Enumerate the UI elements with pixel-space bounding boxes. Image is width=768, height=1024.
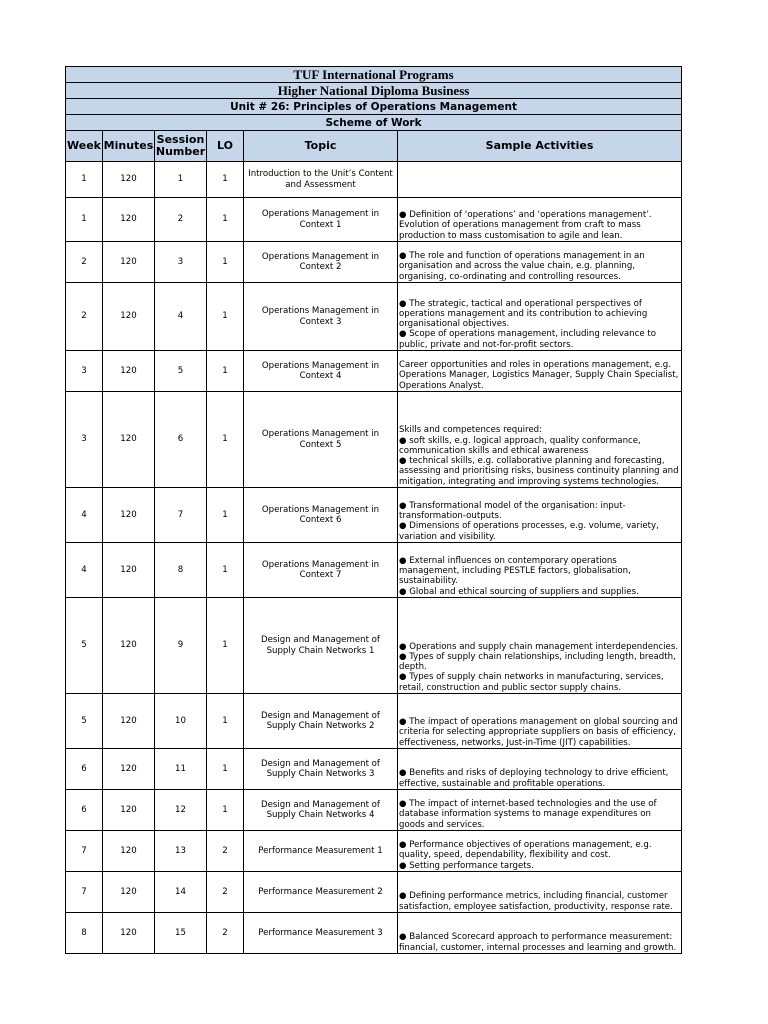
- table-row: [66, 913, 682, 954]
- minutes-cell: 120: [103, 749, 155, 790]
- session-number-cell: 14: [155, 872, 207, 913]
- topic-cell: Design and Management of Supply Chain Networks 1: [244, 598, 398, 694]
- week-cell: 1: [66, 198, 103, 242]
- lo-cell: 1: [207, 598, 244, 694]
- session-number-cell: 5: [155, 351, 207, 392]
- week-cell: 4: [66, 488, 103, 543]
- table-row: [66, 392, 682, 488]
- session-number-cell: 10: [155, 694, 207, 749]
- column-header-sample-activities: Sample Activities: [398, 131, 682, 162]
- session-number-cell: 12: [155, 790, 207, 831]
- week-cell: 6: [66, 749, 103, 790]
- lo-cell: 1: [207, 694, 244, 749]
- topic-cell: Design and Management of Supply Chain Networks 3: [244, 749, 398, 790]
- table-row: [66, 872, 682, 913]
- lo-cell: 1: [207, 543, 244, 598]
- table-row: [66, 283, 682, 351]
- column-header-topic: Topic: [244, 131, 398, 162]
- session-number-cell: 2: [155, 198, 207, 242]
- session-number-cell: 4: [155, 283, 207, 351]
- institution-title: TUF International Programs: [66, 67, 682, 83]
- week-cell: 3: [66, 392, 103, 488]
- sample-activities-cell: ● Definition of ‘operations’ and ‘operations management’. Evolution of operations management from craft to mass production to mass customisation to agile and lean.: [398, 198, 682, 242]
- topic-cell: Operations Management in Context 7: [244, 543, 398, 598]
- minutes-cell: 120: [103, 598, 155, 694]
- sample-activities-cell: Skills and competences required: ● soft skills, e.g. logical approach, quality conformance, communication skills and ethical awareness ● technical skills, e.g. collaborative planning and forecasting, assessing and prioritising risks, business continuity planning and mitigation, integrating and improving systems technologies.: [398, 392, 682, 488]
- sample-activities-cell: ● Defining performance metrics, including financial, customer satisfaction, employee satisfaction, productivity, response rate.: [398, 872, 682, 913]
- lo-cell: 2: [207, 913, 244, 954]
- minutes-cell: 120: [103, 162, 155, 198]
- session-number-cell: 13: [155, 831, 207, 872]
- topic-cell: Performance Measurement 1: [244, 831, 398, 872]
- table-row: [66, 790, 682, 831]
- lo-cell: 2: [207, 831, 244, 872]
- topic-cell: Design and Management of Supply Chain Networks 2: [244, 694, 398, 749]
- lo-cell: 1: [207, 749, 244, 790]
- lo-cell: 1: [207, 351, 244, 392]
- minutes-cell: 120: [103, 392, 155, 488]
- sample-activities-cell: ● External influences on contemporary operations management, including PESTLE factors, globalisation, sustainability. ● Global and ethical sourcing of suppliers and supplies.: [398, 543, 682, 598]
- week-cell: 6: [66, 790, 103, 831]
- session-number-cell: 3: [155, 242, 207, 283]
- topic-cell: Operations Management in Context 4: [244, 351, 398, 392]
- topic-cell: Performance Measurement 2: [244, 872, 398, 913]
- minutes-cell: 120: [103, 351, 155, 392]
- column-header-lo: LO: [207, 131, 244, 162]
- sample-activities-cell: [398, 162, 682, 198]
- minutes-cell: 120: [103, 488, 155, 543]
- sample-activities-cell: ● Benefits and risks of deploying technology to drive efficient, effective, sustainable and profitable operations.: [398, 749, 682, 790]
- sample-activities-cell: Career opportunities and roles in operations management, e.g. Operations Manager, Logistics Manager, Supply Chain Specialist, Operations Analyst.: [398, 351, 682, 392]
- session-number-cell: 15: [155, 913, 207, 954]
- table-row: [66, 351, 682, 392]
- table-row: [66, 488, 682, 543]
- session-number-cell: 1: [155, 162, 207, 198]
- lo-cell: 1: [207, 392, 244, 488]
- week-cell: 7: [66, 872, 103, 913]
- table-row: [66, 198, 682, 242]
- scheme-subtitle: Scheme of Work: [66, 115, 682, 131]
- table-row: [66, 162, 682, 198]
- lo-cell: 1: [207, 162, 244, 198]
- column-header-minutes: Minutes: [103, 131, 155, 162]
- unit-title: Unit # 26: Principles of Operations Management: [66, 99, 682, 115]
- minutes-cell: 120: [103, 694, 155, 749]
- column-header-session-number: Session Number: [155, 131, 207, 162]
- topic-cell: Operations Management in Context 2: [244, 242, 398, 283]
- table-row: [66, 749, 682, 790]
- week-cell: 5: [66, 694, 103, 749]
- table-row: [66, 598, 682, 694]
- week-cell: 8: [66, 913, 103, 954]
- column-header-week: Week: [66, 131, 103, 162]
- session-number-cell: 9: [155, 598, 207, 694]
- table-row: [66, 242, 682, 283]
- sample-activities-cell: ● Transformational model of the organisation: input-transformation-outputs. ● Dimensions of operations processes, e.g. volume, variety, variation and visibility.: [398, 488, 682, 543]
- minutes-cell: 120: [103, 198, 155, 242]
- topic-cell: Operations Management in Context 6: [244, 488, 398, 543]
- minutes-cell: 120: [103, 872, 155, 913]
- session-number-cell: 8: [155, 543, 207, 598]
- topic-cell: Introduction to the Unit’s Content and Assessment: [244, 162, 398, 198]
- lo-cell: 1: [207, 488, 244, 543]
- topic-cell: Operations Management in Context 5: [244, 392, 398, 488]
- session-number-cell: 7: [155, 488, 207, 543]
- lo-cell: 1: [207, 242, 244, 283]
- sample-activities-cell: ● Performance objectives of operations management, e.g. quality, speed, dependability, flexibility and cost. ● Setting performance targets.: [398, 831, 682, 872]
- session-number-cell: 6: [155, 392, 207, 488]
- topic-cell: Performance Measurement 3: [244, 913, 398, 954]
- table-row: [66, 543, 682, 598]
- sample-activities-cell: ● Operations and supply chain management interdependencies. ● Types of supply chain relationships, including length, breadth, depth. ● Types of supply chain networks in manufacturing, services, retail, construction and public sector supply chains.: [398, 598, 682, 694]
- table-row: [66, 831, 682, 872]
- topic-cell: Operations Management in Context 1: [244, 198, 398, 242]
- minutes-cell: 120: [103, 543, 155, 598]
- week-cell: 2: [66, 283, 103, 351]
- session-number-cell: 11: [155, 749, 207, 790]
- week-cell: 3: [66, 351, 103, 392]
- sample-activities-cell: ● The strategic, tactical and operational perspectives of operations management and its contribution to achieving organisational objectives. ● Scope of operations management, including relevance to public, private and not-for-profit sectors.: [398, 283, 682, 351]
- week-cell: 7: [66, 831, 103, 872]
- lo-cell: 1: [207, 198, 244, 242]
- topic-cell: Design and Management of Supply Chain Networks 4: [244, 790, 398, 831]
- minutes-cell: 120: [103, 242, 155, 283]
- week-cell: 1: [66, 162, 103, 198]
- lo-cell: 1: [207, 283, 244, 351]
- program-title: Higher National Diploma Business: [66, 83, 682, 99]
- week-cell: 5: [66, 598, 103, 694]
- week-cell: 2: [66, 242, 103, 283]
- minutes-cell: 120: [103, 790, 155, 831]
- sample-activities-cell: ● The impact of operations management on global sourcing and criteria for selecting appropriate suppliers on basis of efficiency, effectiveness, networks, Just-in-Time (JIT) capabilities.: [398, 694, 682, 749]
- week-cell: 4: [66, 543, 103, 598]
- minutes-cell: 120: [103, 831, 155, 872]
- table-row: [66, 694, 682, 749]
- sample-activities-cell: ● Balanced Scorecard approach to performance measurement: financial, customer, internal processes and learning and growth.: [398, 913, 682, 954]
- topic-cell: Operations Management in Context 3: [244, 283, 398, 351]
- lo-cell: 2: [207, 872, 244, 913]
- lo-cell: 1: [207, 790, 244, 831]
- minutes-cell: 120: [103, 283, 155, 351]
- sample-activities-cell: ● The impact of internet-based technologies and the use of database information systems to manage expenditures on goods and services.: [398, 790, 682, 831]
- minutes-cell: 120: [103, 913, 155, 954]
- scheme-of-work-table: [65, 66, 682, 954]
- sample-activities-cell: ● The role and function of operations management in an organisation and across the value chain, e.g. planning, organising, co-ordinating and controlling resources.: [398, 242, 682, 283]
